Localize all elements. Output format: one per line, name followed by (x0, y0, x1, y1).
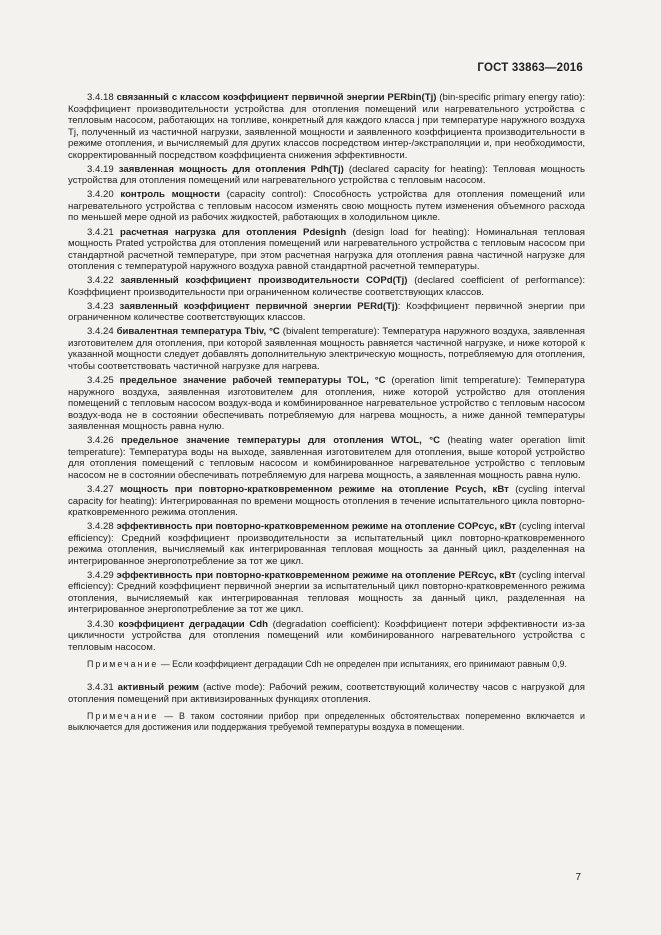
document-header: ГОСТ 33863—2016 (477, 62, 583, 74)
note-label: Примечание (87, 659, 159, 670)
para-3-4-23 (68, 301, 585, 324)
para-3-4-19 (68, 164, 585, 187)
note-1 (68, 659, 585, 670)
para-3-4-25 (68, 375, 585, 433)
term: бивалентная температура Tbiv, °С (116, 326, 280, 338)
term: предельное значение рабочей температуры TOL, °С (119, 375, 386, 387)
definition: (design load for heating): Номинальная тепловая мощность Prated устройства для отопления помещений или нагревательного устройства с тепловым насосом при стандартной расчетной температуре, при этом расчетная нагрузка для отопления равна частичной нагрузке для отопления с температурой наружного воздуха равной стандартной расчетной температуры. (68, 226, 585, 273)
note-label: Примечание (87, 711, 159, 722)
definition: (bin-specific primary energy ratio): Коэффициент производительности устройства для отопления помещений или нагревательного устройства с тепловым насосом, работающих на топливе, конкретный для каждого класса j при температуре наружного воздуха Tj, полученный из частичной нагрузки, заявленной мощности и заявленного коэффициента производительности в режиме отопления, и вычисляемый для других классов посредством интер-/экстраполяции и, при необходимости, скорректированный посредством коэффициента снижения эффективности. (68, 92, 585, 161)
term: заявленный коэффициент производительности COPd(Tj) (120, 275, 408, 287)
para-3-4-29 (68, 570, 585, 616)
definition: (capacity control): Способность устройства для отопления помещений или нагревательного устройства с тепловым насосом изменять свою мощность путем изменения объемного расхода по меньшей мере одной из рабочих жидкостей, работающих в холодильном цикле. (68, 189, 585, 224)
para-number: 3.4.30 (87, 618, 114, 630)
definition: (bivalent temperature): Температура наружного воздуха, заявленная изготовителем для отопления, при которой заявленная мощность равняется частичной нагрузке, и ниже которой к указанной мощности следует добавлять дополнительную электрическую мощность, потребляемую для отопления, чтобы соответствовать частичной нагрузке для нагрева. (68, 326, 585, 373)
term: связанный с классом коэффициент первичной энергии PERbin(Tj) (116, 92, 437, 103)
note-text: — Если коэффициент деградации Cdh не определен при испытаниях, его принимают равным 0,9. (158, 659, 567, 670)
term: расчетная нагрузка для отопления Pdesignh (120, 226, 347, 238)
definition: (heating water operation limit temperature): Температура воды на выходе, заявленная изготовителем для отопления, выше которой устройство для отопления помещений с тепловым насосом и комбинированное нагревательное устройство с тепловым насосом не в состоянии обеспечивать потребляемую для нагрева мощность, а заявленная мощность равна нулю. (68, 435, 586, 481)
document-body (68, 92, 585, 745)
definition: (active mode): Рабочий режим, соответствующий количеству часов с нагрузкой для отопления помещений при активизированных функциях отопления. (68, 682, 585, 705)
para-number: 3.4.20 (87, 189, 114, 201)
term: коэффициент деградации Cdh (118, 618, 268, 630)
page-number: 7 (575, 872, 581, 883)
para-3-4-20 (68, 189, 585, 224)
para-number: 3.4.19 (87, 163, 114, 175)
para-3-4-26 (68, 435, 585, 481)
para-number: 3.4.21 (87, 226, 114, 238)
para-3-4-24 (68, 326, 585, 372)
term: мощность при повторно-кратковременном режиме на отопление Pcych, кВт (120, 484, 509, 495)
term: активный режим (117, 682, 200, 694)
definition: : Коэффициент первичной энергии при ограниченном количестве соответствующих классов. (68, 300, 585, 324)
term: эффективность при повторно-кратковременном режиме на отопление PERcyc, кВт (116, 569, 516, 581)
definition: (degradation coefficient): Коэффициент потери эффективности из-за цикличности устройства для отопления помещений или комбинированного нагревательного устройства с тепловым насосом. (68, 618, 585, 653)
para-number: 3.4.24 (87, 326, 114, 338)
definition: (declared capacity for heating): Тепловая мощность устройства для отопления помещений или нагревательного устройства с тепловым насосом. (68, 163, 586, 187)
para-number: 3.4.31 (87, 682, 114, 694)
term: заявленный коэффициент первичной энергии PERd(Tj) (119, 300, 398, 312)
para-number: 3.4.22 (87, 275, 114, 287)
para-3-4-31 (68, 682, 585, 705)
term: заявленная мощность для отопления Pdh(Tj) (118, 163, 344, 175)
para-3-4-30 (68, 619, 585, 654)
definition: (cycling interval efficiency): Средний коэффициент производительности за испытательный цикл повторно-кратковременного режима отопления, вычисляемый как интегрированная тепловая мощность за данный цикл, разделенная на интегрированное энергопотребление за тот же цикл. (68, 521, 586, 567)
note-text: — В таком состоянии прибор при определенных обстоятельствах попеременно включается и выключается для достижения или поддержания требуемой температуры воздуха в помещении. (68, 711, 585, 733)
para-3-4-18 (68, 92, 585, 161)
definition: (cycling interval efficiency): Средний коэффициент первичной энергии за испытательный цикл повторно-кратковременного режима отопления, вычисляемый как интегрированная тепловая мощность за данный цикл, разделенная на интегрированное энергопотребление за тот же цикл. (68, 569, 586, 616)
para-3-4-22 (68, 275, 585, 298)
term: контроль мощности (120, 189, 220, 201)
para-3-4-21 (68, 227, 585, 273)
para-number: 3.4.28 (87, 521, 114, 533)
para-3-4-27 (68, 484, 585, 519)
term: предельное значение температуры для отопления WTOL, °С (121, 435, 441, 447)
definition: (declared coefficient of performance): Коэффициент производительности при ограниченном количестве соответствующих классов. (68, 275, 585, 298)
note-2 (68, 711, 585, 733)
para-number: 3.4.27 (87, 484, 114, 495)
definition: (cycling interval capacity for heating): Интегрированная по времени мощность отопления в течение испытательного цикла повторно-кратковременного режима отопления. (68, 484, 585, 519)
term: эффективность при повторно-кратковременном режиме на отопление COPcyc, кВт (116, 521, 517, 533)
para-number: 3.4.25 (87, 375, 114, 387)
para-3-4-28 (68, 521, 585, 567)
para-number: 3.4.29 (87, 569, 114, 581)
definition: (operation limit temperature): Температура наружного воздуха, заявленная изготовителем для отопления, ниже которой устройство для отопления помещений с тепловым насосом воздух-вода и комбинированное нагревательное устройство с тепловым насосом воздух-вода не в состоянии обеспечивать потребляемую для нагрева мощность, а ниже данной температуры заявленная мощность равна нулю. (68, 375, 585, 433)
para-number: 3.4.26 (87, 435, 114, 447)
para-number: 3.4.23 (87, 300, 114, 312)
para-number: 3.4.18 (87, 92, 114, 103)
